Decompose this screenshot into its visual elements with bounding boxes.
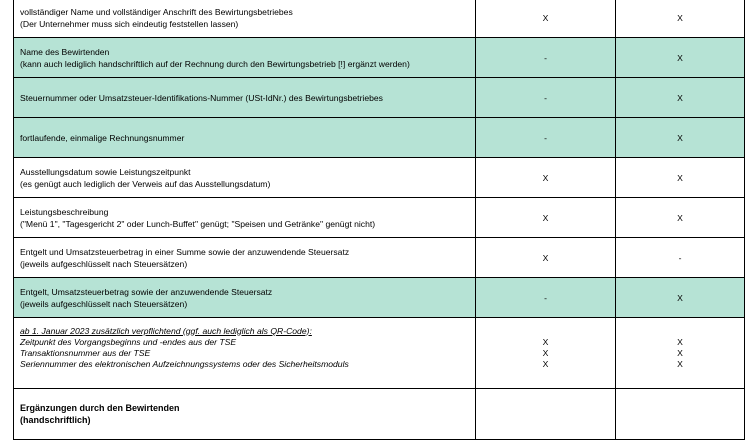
requirement-title: Entgelt, Umsatzsteuerbetrag sowie der anzuwendende Steuersatz	[20, 286, 273, 297]
tse-mark: X	[542, 336, 549, 347]
requirement-note: (Der Unternehmer muss sich eindeutig feststellen lassen)	[20, 18, 239, 29]
table-row	[14, 78, 745, 118]
tse-mark: X	[677, 336, 683, 347]
requirement-cell	[14, 38, 476, 78]
table-row	[14, 238, 745, 278]
column-3-mark: X	[616, 0, 745, 38]
column-3-mark: X	[616, 38, 745, 78]
column-3-mark: X	[616, 78, 745, 118]
spacer	[482, 326, 609, 337]
requirement-cell	[14, 278, 476, 318]
requirement-note: (es genügt auch lediglich der Verweis auf das Ausstellungsdatum)	[20, 178, 271, 189]
table-row	[14, 198, 745, 238]
supplement-title: Ergänzungen durch den Bewirtenden	[20, 403, 180, 413]
supplement-cell	[14, 389, 476, 440]
column-3-mark: X	[616, 278, 745, 318]
column-3-mark: X	[616, 118, 745, 158]
table-body	[14, 0, 745, 440]
tse-mark: X	[677, 347, 683, 358]
supplement-row	[14, 389, 745, 440]
supplement-column-3	[616, 389, 745, 440]
supplement-column-2	[476, 389, 616, 440]
column-2-mark: -	[476, 118, 616, 158]
requirement-cell	[14, 118, 476, 158]
tse-item: Transaktionsnummer aus der TSE	[20, 347, 151, 358]
requirement-title: Leistungsbeschreibung	[20, 206, 109, 217]
requirement-title: Entgelt und Umsatzsteuerbetrag in einer Summe sowie der anzuwendende Steuersatz	[20, 246, 350, 257]
column-3-mark: X	[616, 158, 745, 198]
table-row	[14, 0, 745, 38]
bewirtung-requirements-table	[13, 0, 745, 440]
tse-mark: X	[542, 347, 549, 358]
table-row	[14, 278, 745, 318]
spacer	[482, 370, 609, 381]
column-2-mark: X	[476, 158, 616, 198]
requirement-note: (jeweils aufgeschlüsselt nach Steuersätzen)	[20, 258, 188, 269]
table-row	[14, 118, 745, 158]
column-2-mark: X	[476, 0, 616, 38]
column-2-mark: -	[476, 78, 616, 118]
tse-mark: X	[542, 358, 549, 369]
requirement-note: (kann auch lediglich handschriftlich auf der Rechnung durch den Bewirtungsbetrieb [!] ergänzt werden)	[20, 58, 410, 69]
table-row	[14, 158, 745, 198]
tse-mark: X	[677, 358, 683, 369]
requirement-title: Name des Bewirtenden	[20, 46, 110, 57]
requirement-title: Steuernummer oder Umsatzsteuer-Identifikations-Nummer (USt-IdNr.) des Bewirtungsbetriebes	[20, 92, 383, 103]
requirement-cell	[14, 0, 476, 38]
column-2-mark: X	[476, 238, 616, 278]
tse-heading: ab 1. Januar 2023 zusätzlich verpflichtend (ggf. auch lediglich als QR-Code):	[20, 325, 312, 336]
requirement-title: vollständiger Name und vollständiger Anschrift des Bewirtungsbetriebes	[20, 6, 293, 17]
spacer	[622, 370, 738, 381]
spacer	[622, 326, 738, 337]
requirement-cell	[14, 198, 476, 238]
table-row	[14, 38, 745, 78]
tse-cell	[14, 318, 476, 389]
requirement-title: Ausstellungsdatum sowie Leistungszeitpunkt	[20, 166, 191, 177]
column-2-mark: X	[476, 198, 616, 238]
requirement-cell	[14, 158, 476, 198]
requirement-note: (jeweils aufgeschlüsselt nach Steuersätzen)	[20, 298, 188, 309]
tse-column-3-marks	[616, 318, 745, 389]
supplement-note: (handschriftlich)	[20, 415, 91, 425]
column-3-mark: X	[616, 198, 745, 238]
tse-item: Seriennummer des elektronischen Aufzeichnungssystems oder des Sicherheitsmoduls	[20, 358, 349, 369]
column-2-mark: -	[476, 38, 616, 78]
requirement-cell	[14, 238, 476, 278]
requirement-cell	[14, 78, 476, 118]
requirement-title: fortlaufende, einmalige Rechnungsnummer	[20, 132, 185, 143]
tse-column-2-marks	[476, 318, 616, 389]
requirement-note: ("Menü 1", "Tagesgericht 2" oder Lunch-Buffet" genügt; "Speisen und Getränke" genügt nicht)	[20, 218, 376, 229]
tse-item: Zeitpunkt des Vorgangsbeginns und -endes aus der TSE	[20, 336, 237, 347]
spacer	[20, 370, 469, 381]
column-3-mark: -	[616, 238, 745, 278]
column-2-mark: -	[476, 278, 616, 318]
tse-row	[14, 318, 745, 389]
